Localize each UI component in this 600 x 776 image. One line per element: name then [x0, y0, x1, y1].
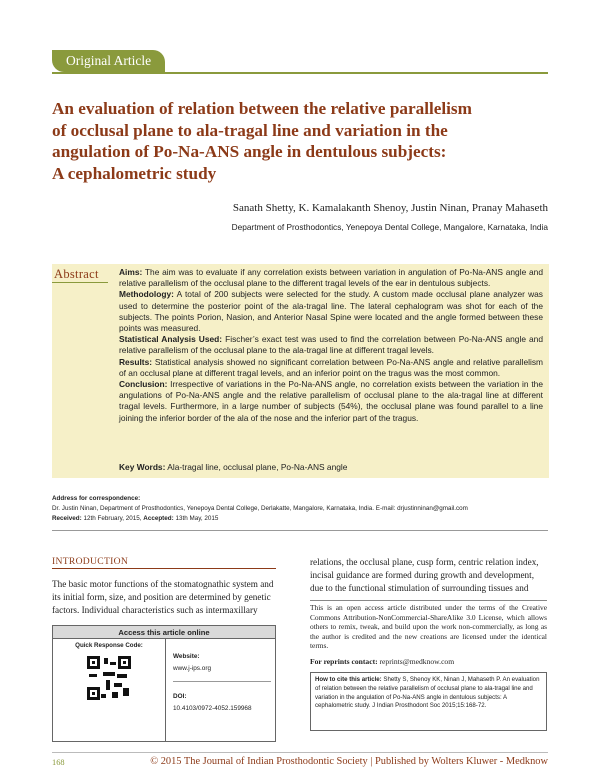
title-line: An evaluation of relation between the relative parallelism — [52, 99, 472, 118]
keywords-text: Ala-tragal line, occlusal plane, Po-Na-ANS angle — [165, 462, 348, 472]
body-line: due to the functional stimulation of surrounding tissues and — [310, 582, 529, 593]
accepted-label: Accepted: — [143, 515, 174, 522]
citation-text: Shetty S, Shenoy KK, Ninan J, Mahaseth P. An evaluation of relation between the relative parallelism of occlusal plane to ala-tragal line and variation in the angulation of Po-Na-ANS angle in dentulous subjects: A cephalometric study. J Indian Prosthodont Soc 2015;15:168-72. — [315, 676, 540, 710]
title-line: A cephalometric study — [52, 163, 217, 183]
doi-link[interactable]: 10.4103/0972-4052.159968 — [173, 705, 252, 712]
methodology-label: Methodology: — [119, 289, 174, 300]
keywords — [119, 462, 347, 472]
abstract-aims — [119, 267, 543, 289]
website-link[interactable]: www.j-ips.org — [173, 665, 211, 672]
affiliation: Department of Prosthodontics, Yenepoya Dental College, Mangalore, Karnataka, India — [231, 222, 548, 232]
citation-label: How to cite this article: — [315, 676, 382, 683]
aims-text: The aim was to evaluate if any correlation exists between variation in angulation of Po-Na-ANS angle and relative parallelism of the occlusal plane to the different tragal levels of the ear in dentulous subjects. — [119, 267, 543, 289]
reprints-line — [310, 657, 454, 666]
received-label: Received: — [52, 515, 82, 522]
intro-right-column — [310, 556, 547, 594]
page-number: 168 — [52, 758, 65, 767]
title-line: angulation of Po-Na-ANS angle in dentulous subjects: — [52, 142, 447, 161]
correspondence-block — [52, 494, 468, 524]
body-line: The basic motor functions of the stomatognathic system and — [52, 579, 274, 589]
methodology-text: A total of 200 subjects were selected for the study. A custom made occlusal plane analyzer was used to determine the posterior point of the ala-tragal line. The lateral cephalogram was shot for each of the subjects. The points Porion, Nasion, and Anterior Nasal Spine were located and the angle formed between these points was measured. — [119, 289, 543, 334]
results-label: Results: — [119, 356, 153, 367]
results-text: Statistical analysis showed no significant correlation between Po-Na-ANS angle and relative parallelism of an occlusal plane at different tragal levels, and an inferior point on the tragus was the most common. — [119, 356, 543, 378]
footer-rule — [52, 752, 548, 753]
qr-code-icon — [87, 656, 131, 700]
aims-label: Aims: — [119, 267, 143, 277]
license-rule — [310, 600, 547, 601]
body-line: its initial form, size, and position are determined by genetic — [52, 591, 271, 602]
stats-text: Fischer’s exact test was used to find the correlation between Po-Na-ANS angle and relative parallelism of the occlusal plane to the ala-tragal line at different tragal levels. — [119, 334, 543, 356]
introduction-underline — [52, 568, 276, 569]
correspondence-label: Address for correspondence: — [52, 495, 141, 502]
abstract-label-underline — [52, 282, 108, 283]
introduction-heading: INTRODUCTION — [52, 556, 129, 567]
doi-label: DOI: — [173, 693, 187, 700]
correspondence-text: Dr. Justin Ninan, Department of Prosthodontics, Yenepoya Dental College, Derlakatte, Mangalore, Karnataka, India. E-mail: drjustinninan@gmail.com — [52, 505, 468, 512]
reprints-email[interactable]: reprints@medknow.com — [377, 657, 455, 666]
reprints-label: For reprints contact: — [310, 657, 378, 666]
article-title — [52, 98, 552, 184]
qr-label: Quick Response Code: — [75, 642, 143, 649]
article-type-label: Original Article — [66, 53, 152, 68]
qr-panel — [53, 639, 166, 741]
abstract-conclusion — [119, 379, 543, 424]
stats-label: Statistical Analysis Used: — [119, 334, 223, 345]
abstract-methodology — [119, 289, 543, 334]
citation-box — [310, 672, 547, 731]
body-line: relations, the occlusal plane, cusp form, centric relation index, — [310, 557, 539, 567]
body-line: factors. Individual characteristics such as intermaxillary — [52, 604, 258, 615]
article-type-tab — [52, 50, 165, 72]
title-line: of occlusal plane to ala-tragal line and variation in the — [52, 120, 448, 140]
journal-footer: © 2015 The Journal of Indian Prosthodontic Society | Published by Wolters Kluwer - Medknow — [150, 756, 548, 767]
access-online-box — [52, 625, 276, 742]
keywords-label: Key Words: — [119, 462, 166, 472]
website-label: Website: — [173, 653, 200, 660]
body-line: incisal guidance are formed during growth and development, — [310, 569, 534, 580]
author-list: Sanath Shetty, K. Kamalakanth Shenoy, Justin Ninan, Pranay Mahaseth — [232, 202, 548, 214]
access-divider — [173, 681, 271, 682]
abstract-results — [119, 357, 543, 379]
license-text: This is an open access article distributed under the terms of the Creative Commons Attribution-NonCommercial-ShareAlike 3.0 License, which allows others to remix, tweak, and build upon the work non-commercially, as long as the author is credited and the new creations are licensed under the identical terms. — [310, 603, 547, 651]
conclusion-text: Irrespective of variations in the Po-Na-ANS angle, no correlation exists between the variation in the angulations of Po-Na-ANS angle and the relative parallelism of occlusal plane to the ala-tragal line at different tragal levels. Furthermore, in a large number of subjects (54%), the occlusal plane was found parallel to a line joining the inferior border of the ala of the nose and the inferior part of the tragus. — [119, 379, 543, 423]
section-divider — [52, 530, 548, 531]
abstract-label: Abstract — [54, 267, 99, 281]
abstract-stats — [119, 334, 543, 356]
dates-line — [52, 514, 468, 524]
received-date: 12th February, 2015, — [81, 515, 144, 522]
abstract-body — [119, 267, 543, 424]
accepted-date: 13th May, 2015 — [173, 515, 219, 522]
conclusion-label: Conclusion: — [119, 379, 168, 390]
intro-left-column — [52, 578, 276, 616]
access-box-title: Access this article online — [53, 626, 275, 639]
header-rule — [52, 72, 548, 74]
access-info — [173, 639, 271, 741]
